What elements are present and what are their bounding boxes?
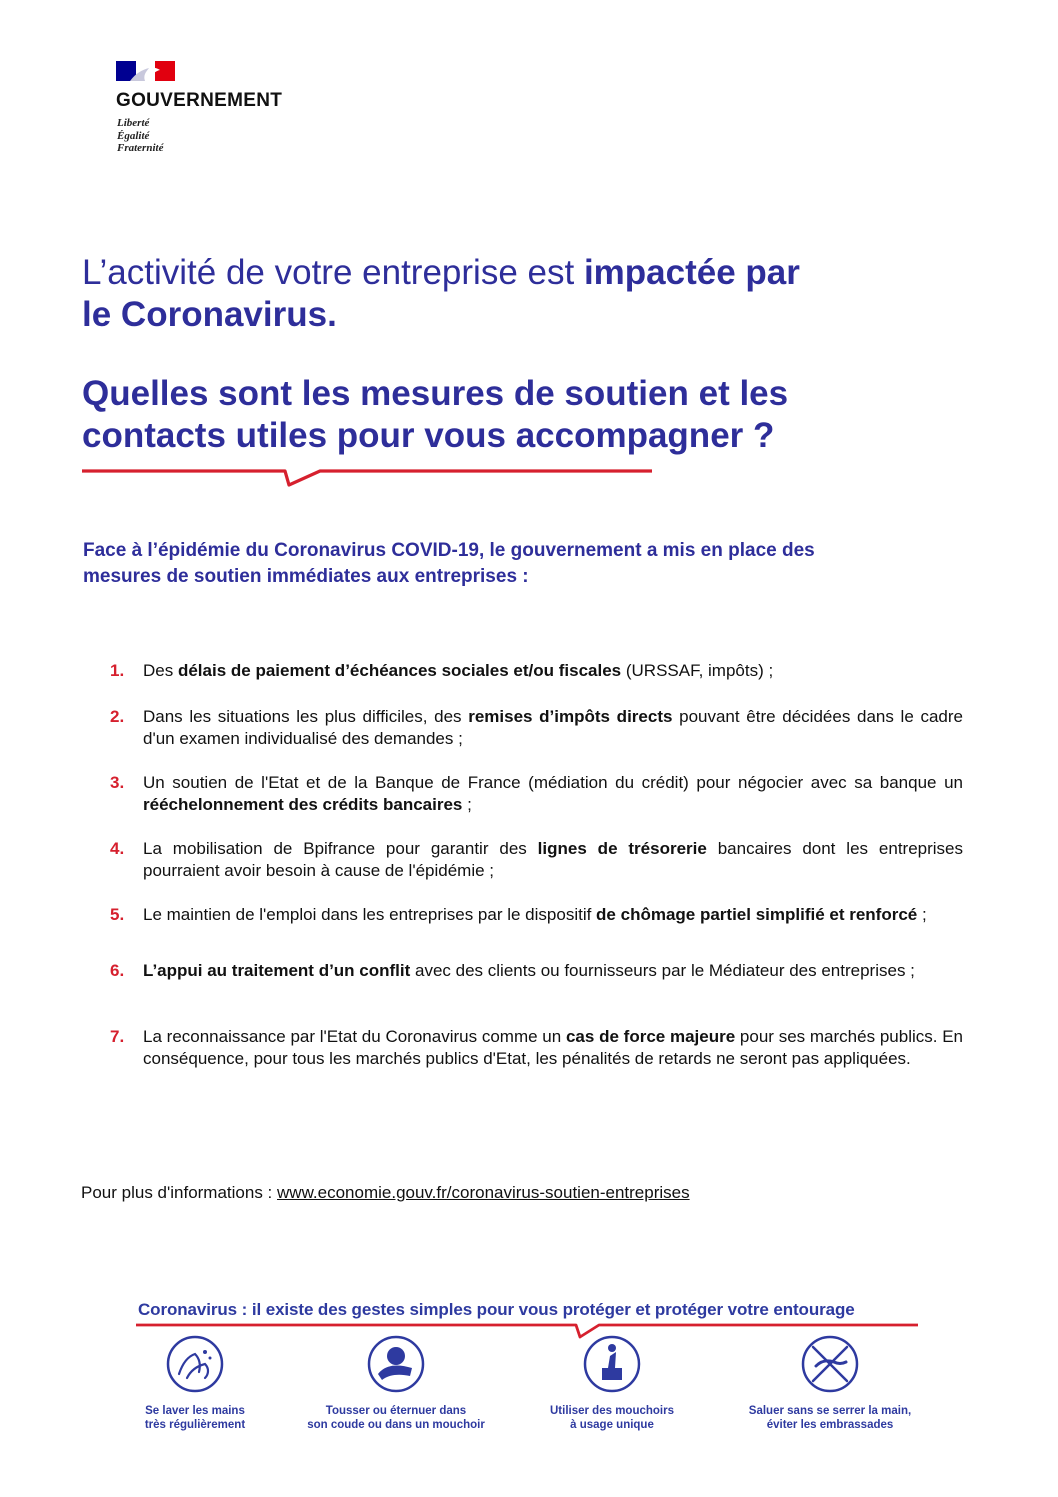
intro-paragraph: Face à l’épidémie du Coronavirus COVID-19, le gouvernement a mis en place des mesures de soutien immédiates aux entreprises :: [83, 540, 815, 587]
measure-number: 4.: [110, 839, 125, 858]
tissue-icon: [582, 1334, 642, 1394]
hand-washing-icon: [165, 1334, 225, 1394]
gesture-cough-elbow: [296, 1334, 496, 1432]
measure-number: 2.: [110, 707, 125, 726]
gesture-no-handshake: [730, 1334, 930, 1432]
measure-text: La reconnaissance par l'Etat du Coronavirus comme un cas de force majeure pour ses marchés publics. En conséquence, pour tous les marchés publics d'Etat, les pénalités de retards ne seront pas appliquées.: [143, 1027, 964, 1068]
more-info-link[interactable]: www.economie.gouv.fr/coronavirus-soutien-entreprises: [277, 1183, 690, 1202]
gesture-hand-washing: [95, 1334, 295, 1432]
measure-text: Dans les situations les plus difficiles, des remises d’impôts directs pouvant être décidées dans le cadre d'un examen individualisé des demandes ;: [143, 707, 963, 748]
gestures-banner-title: Coronavirus : il existe des gestes simples pour vous protéger et protéger votre entourage: [138, 1300, 855, 1319]
measure-text: Le maintien de l'emploi dans les entreprises par le dispositif de chômage partiel simplifié et renforcé ;: [143, 905, 927, 924]
measure-text: La mobilisation de Bpifrance pour garantir des lignes de trésorerie bancaires dont les entreprises pourraient avoir besoin à cause de l'épidémie ;: [143, 839, 964, 880]
measure-text: Des délais de paiement d’échéances sociales et/ou fiscales (URSSAF, impôts) ;: [143, 661, 774, 680]
no-handshake-icon: [800, 1334, 860, 1394]
gesture-label: Se laver les mains très régulièrement: [144, 1405, 246, 1431]
marianne-flag-logo: [116, 61, 175, 81]
measure-number: 5.: [110, 905, 125, 924]
cough-elbow-icon: [366, 1334, 426, 1394]
government-wordmark: GOUVERNEMENT: [116, 90, 283, 111]
measure-number: 1.: [110, 661, 125, 680]
gesture-label: Utiliser des mouchoirs à usage unique: [550, 1405, 674, 1431]
more-info: Pour plus d'informations : www.economie.gouv.fr/coronavirus-soutien-entreprises: [81, 1183, 690, 1202]
measure-text: Un soutien de l'Etat et de la Banque de France (médiation du crédit) pour négocier avec sa banque un rééchelonnement des crédits bancaires ;: [143, 773, 963, 814]
measure-number: 7.: [110, 1027, 125, 1046]
gesture-tissue: [512, 1334, 712, 1432]
gesture-label: Tousser ou éternuer dans son coude ou dans un mouchoir: [307, 1405, 485, 1431]
page-subtitle: Quelles sont les mesures de soutien et les contacts utiles pour vous accompagner ?: [82, 374, 789, 455]
page-title: L’activité de votre entreprise est impactée par le Coronavirus.: [82, 253, 800, 334]
measure-text: L’appui au traitement d’un conflit avec des clients ou fournisseurs par le Médiateur des entreprises ;: [143, 961, 915, 980]
measure-number: 6.: [110, 961, 125, 980]
gesture-label: Saluer sans se serrer la main, éviter les embrassades: [748, 1405, 912, 1431]
speech-underline-divider: [82, 463, 652, 493]
measure-number: 3.: [110, 773, 125, 792]
republic-motto: Liberté Égalité Fraternité: [117, 117, 164, 154]
